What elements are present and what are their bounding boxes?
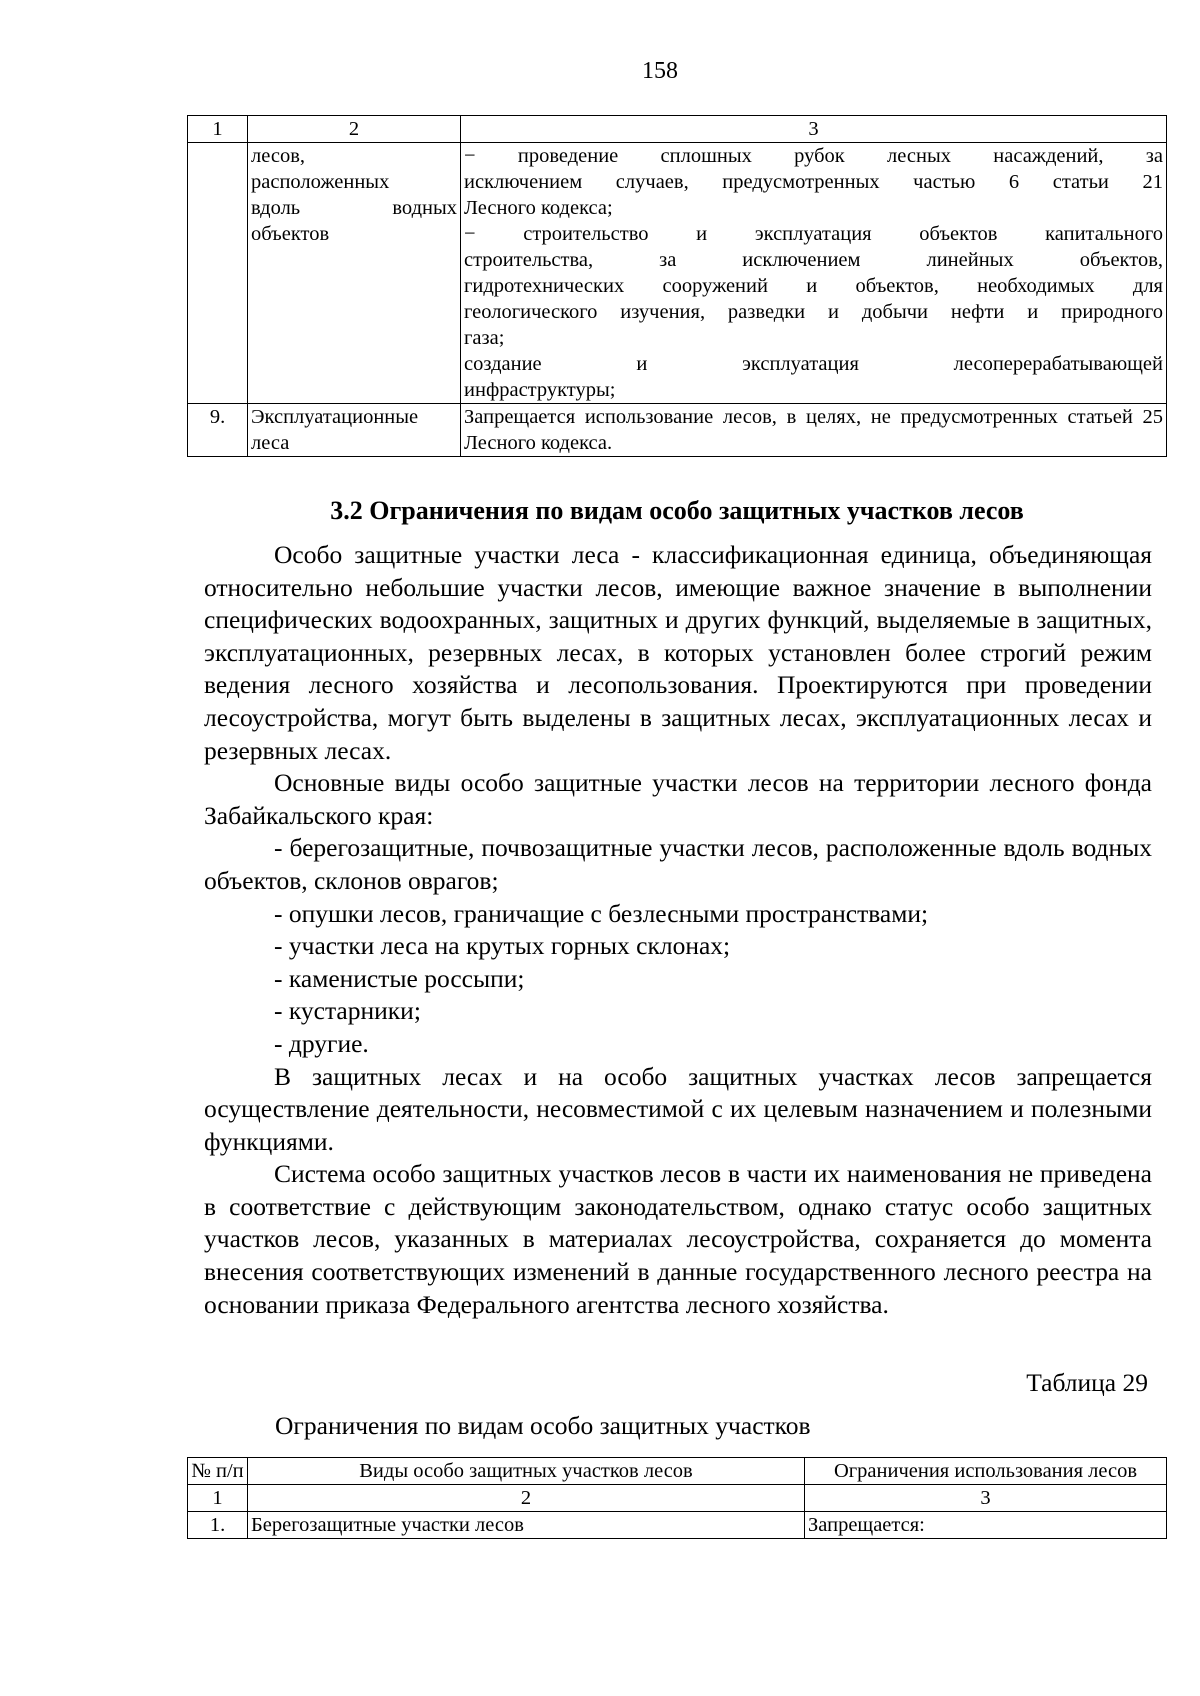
page-number: 158	[642, 58, 678, 84]
table-caption: Ограничения по видам особо защитных участков	[275, 1411, 811, 1440]
protected-areas-restrictions-table	[187, 1457, 1167, 1539]
cell-line: геологического изучения, разведки и добычи нефти и природного	[464, 301, 1163, 323]
column-number-1: 1	[188, 116, 248, 143]
column-number-2: 2	[248, 116, 461, 143]
cell-line: лесов,	[251, 145, 305, 167]
table-number-label: Таблица 29	[1026, 1368, 1148, 1397]
cell-line: создание и эксплуатация лесоперерабатывающей	[464, 353, 1163, 375]
cell-line: инфраструктуры;	[464, 379, 616, 401]
table-header-row	[188, 1458, 1167, 1485]
list-item: - каменистые россыпи;	[274, 963, 525, 993]
paragraph: Основные виды особо защитные участки лесов на территории лесного фонда Забайкальского края:	[204, 768, 1152, 830]
table-row	[188, 404, 1167, 457]
paragraph: В защитных лесах и на особо защитных участках лесов запрещается осуществление деятельности, несовместимой с их целевым назначением и полезными функциями.	[204, 1061, 1152, 1156]
restrictions-cell	[461, 143, 1167, 404]
column-number-1: 1	[188, 1485, 248, 1512]
cell-line: строительства, за исключением линейных объектов,	[464, 249, 1163, 271]
row-number-cell: 1.	[188, 1512, 248, 1539]
row-number-cell	[188, 143, 248, 404]
forest-restrictions-table-continued	[187, 115, 1167, 457]
area-type-cell: Берегозащитные участки лесов	[248, 1512, 805, 1539]
cell-line: расположенных	[251, 171, 390, 193]
paragraph: Особо защитные участки леса - классификационная единица, объединяющая относительно небольшие участки лесов, имеющие важное значение в выполнении специфических водоохранных, защитных и других функций, выделяемые в защитных, эксплуатационных, резервных лесах, в которых установлен более строгий режим ведения лесного хозяйства и лесопользования. Проектируются при проведении лесоустройства, могут быть выделены в защитных лесах, эксплуатационных лесах и резервных лесах.	[204, 540, 1152, 765]
column-number-2: 2	[248, 1485, 805, 1512]
forest-category-cell: Эксплуатационные леса	[248, 404, 461, 457]
table-column-numbers-row	[188, 1485, 1167, 1512]
table-column-numbers-row	[188, 116, 1167, 143]
list-item: - опушки лесов, граничащие с безлесными пространствами;	[274, 898, 929, 928]
section-heading: 3.2 Ограничения по видам особо защитных участков лесов	[330, 496, 1024, 525]
list-item: - участки леса на крутых горных склонах;	[274, 931, 731, 961]
table-row	[188, 143, 1167, 404]
header-cell-number: № п/п	[188, 1458, 248, 1485]
list-item: - другие.	[274, 1028, 369, 1058]
list-item: - берегозащитные, почвозащитные участки лесов, расположенные вдоль водных объектов, склонов оврагов;	[204, 833, 1152, 895]
cell-line: исключением случаев, предусмотренных частью 6 статьи 21	[464, 171, 1163, 193]
header-cell-restrictions: Ограничения использования лесов	[805, 1458, 1167, 1485]
column-number-3: 3	[461, 116, 1167, 143]
column-number-3: 3	[805, 1485, 1167, 1512]
body-text	[204, 539, 1152, 1321]
cell-line: гидротехнических сооружений и объектов, необходимых для	[464, 275, 1163, 297]
cell-line: вдоль водных	[251, 197, 457, 219]
table-row	[188, 1512, 1167, 1539]
header-cell-area-type: Виды особо защитных участков лесов	[248, 1458, 805, 1485]
paragraph: Система особо защитных участков лесов в части их наименования не приведена в соответствие с действующим законодательством, однако статус особо защитных участков лесов, указанных в материалах лесоустройства, сохраняется до момента внесения соответствующих изменений в данные государственного лесного реестра на основании приказа Федерального агентства лесного хозяйства.	[204, 1159, 1152, 1319]
row-number-cell: 9.	[188, 404, 248, 457]
cell-line: − проведение сплошных рубок лесных насаждений, за	[464, 145, 1163, 167]
forest-category-cell	[248, 143, 461, 404]
cell-line: газа;	[464, 327, 505, 349]
cell-line: − строительство и эксплуатация объектов капитального	[464, 223, 1163, 245]
list-item: - кустарники;	[274, 996, 421, 1026]
restrictions-cell: Запрещается использование лесов, в целях, не предусмотренных статьей 25 Лесного кодекса.	[461, 404, 1167, 457]
cell-line: Лесного кодекса;	[464, 197, 613, 219]
restrictions-cell: Запрещается:	[805, 1512, 1167, 1539]
cell-line: объектов	[251, 223, 330, 245]
